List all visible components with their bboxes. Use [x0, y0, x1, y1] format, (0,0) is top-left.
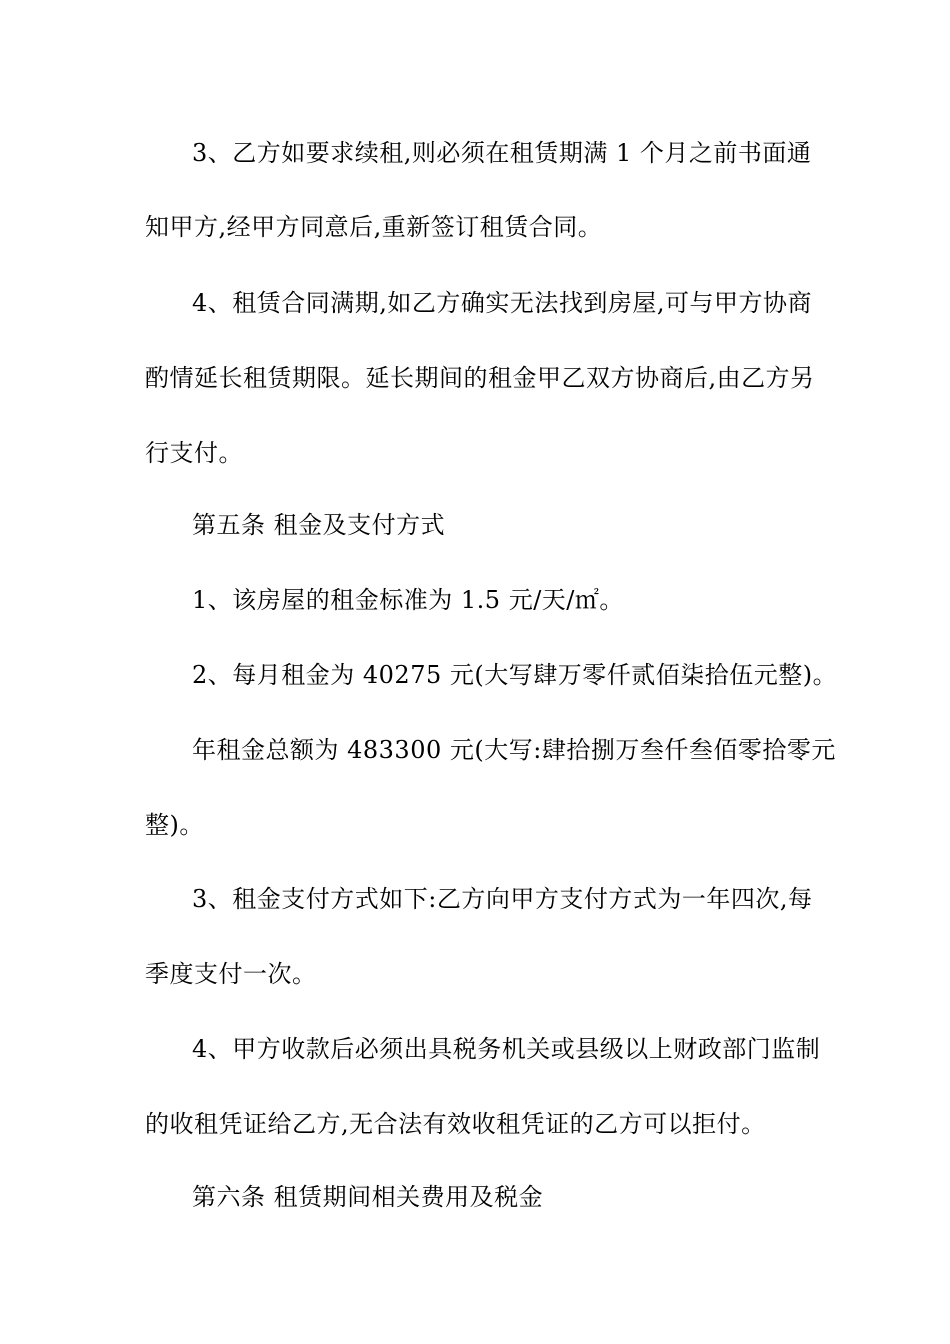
paragraph-3-line-1: 3、乙方如要求续租,则必须在租赁期满 1 个月之前书面通 — [192, 139, 812, 167]
paragraph-4-line-3: 行支付。 — [145, 439, 243, 467]
paragraph-4-line-2: 酌情延长租赁期限。延长期间的租金甲乙双方协商后,由乙方另 — [145, 364, 815, 392]
section-heading-article-5: 第五条 租金及支付方式 — [192, 511, 446, 539]
article-5-item-3-line-1: 3、租金支付方式如下:乙方向甲方支付方式为一年四次,每 — [192, 885, 813, 913]
annual-rent-line-1: 年租金总额为 483300 元(大写:肆拾捌万叁仟叁佰零拾零元 — [192, 736, 836, 764]
article-5-item-4-line-2: 的收租凭证给乙方,无合法有效收租凭证的乙方可以拒付。 — [145, 1110, 766, 1138]
paragraph-4-line-1: 4、租赁合同满期,如乙方确实无法找到房屋,可与甲方协商 — [192, 289, 813, 317]
article-5-item-3-line-2: 季度支付一次。 — [145, 960, 317, 988]
section-heading-article-6: 第六条 租赁期间相关费用及税金 — [192, 1183, 544, 1211]
article-5-item-1: 1、该房屋的租金标准为 1.5 元/天/㎡。 — [192, 586, 624, 614]
annual-rent-line-2: 整)。 — [145, 811, 204, 839]
article-5-item-2: 2、每月租金为 40275 元(大写肆万零仟贰佰柒拾伍元整)。 — [192, 661, 838, 689]
article-5-item-4-line-1: 4、甲方收款后必须出具税务机关或县级以上财政部门监制 — [192, 1035, 821, 1063]
paragraph-3-line-2: 知甲方,经甲方同意后,重新签订租赁合同。 — [145, 213, 603, 241]
